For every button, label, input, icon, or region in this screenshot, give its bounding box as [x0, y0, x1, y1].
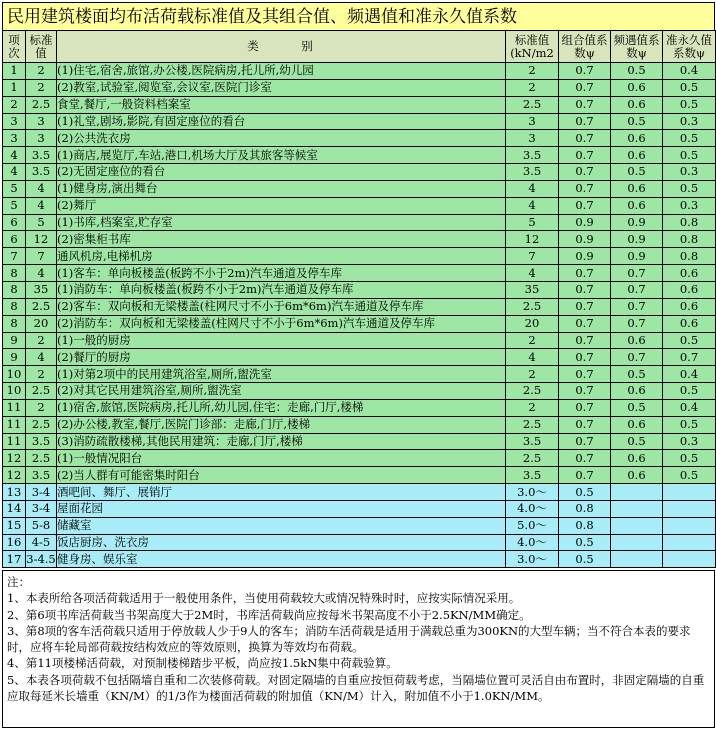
row-combo: 0.7	[559, 399, 611, 416]
row-no: 16	[3, 534, 26, 551]
row-category: (1)宿舍,旅馆,医院病房,托儿所,幼儿园,住宅：走廊,门厅,楼梯	[57, 399, 506, 416]
row-category: (3)消防疏散楼梯,其他民用建筑：走廊,门厅,楼梯	[57, 433, 506, 450]
row-perm: 0.3	[663, 433, 716, 450]
row-perm: 0.6	[663, 298, 716, 315]
row-category: (2)密集柜书库	[57, 231, 506, 248]
row-no: 5	[3, 197, 26, 214]
row-freq	[611, 534, 663, 551]
table-row	[3, 315, 716, 332]
row-combo: 0.7	[559, 113, 611, 130]
row-category: 酒吧间、舞厅、展销厅	[57, 484, 506, 501]
row-combo: 0.7	[559, 433, 611, 450]
header-perm: 准永久值系数ψ	[663, 31, 716, 63]
table-row	[3, 484, 716, 501]
row-value: 4	[506, 265, 559, 282]
notes-heading: 注：	[7, 575, 30, 589]
row-no: 13	[3, 484, 26, 501]
row-combo: 0.5	[559, 484, 611, 501]
row-category: (2)无固定座位的看台	[57, 164, 506, 181]
table-row	[3, 147, 716, 164]
row-combo: 0.7	[559, 130, 611, 147]
row-value: 20	[506, 315, 559, 332]
row-perm: 0.7	[663, 349, 716, 366]
row-value: 3.5	[506, 433, 559, 450]
row-perm: 0.4	[663, 366, 716, 383]
row-combo: 0.5	[559, 551, 611, 568]
row-std: 3	[26, 113, 57, 130]
row-category: (1)对第2项中的民用建筑浴室,厕所,盥洗室	[57, 366, 506, 383]
row-perm	[663, 484, 716, 501]
row-freq: 0.6	[611, 197, 663, 214]
row-std: 4-5	[26, 534, 57, 551]
note-item: 1、本表所给各项活荷载适用于一般使用条件，当使用荷载较大或情况特殊时时，应按实际情况采用。	[7, 591, 521, 606]
row-category: (1)一般的厨房	[57, 332, 506, 349]
row-value: 2.5	[506, 383, 559, 400]
row-perm	[663, 500, 716, 517]
row-std: 3-4	[26, 500, 57, 517]
row-no: 7	[3, 248, 26, 265]
row-no: 8	[3, 315, 26, 332]
table-row	[3, 450, 716, 467]
row-perm: 0.8	[663, 214, 716, 231]
row-category: 食堂,餐厅,一般资料档案室	[57, 96, 506, 113]
row-freq: 0.9	[611, 248, 663, 265]
row-value: 5.0～	[506, 517, 559, 534]
row-combo: 0.8	[559, 500, 611, 517]
row-category: (1)商店,展览厅,车站,港口,机场大厅及其旅客等候室	[57, 147, 506, 164]
row-freq: 0.5	[611, 433, 663, 450]
row-std: 2	[26, 366, 57, 383]
table-row	[3, 79, 716, 96]
header-category: 类 别	[57, 31, 506, 63]
header-std: 标准值	[26, 31, 57, 63]
row-no: 4	[3, 147, 26, 164]
row-perm	[663, 517, 716, 534]
row-value: 2.5	[506, 96, 559, 113]
row-no: 10	[3, 383, 26, 400]
row-perm: 0.6	[663, 265, 716, 282]
table-row	[3, 113, 716, 130]
row-perm: 0.6	[663, 281, 716, 298]
row-perm: 0.5	[663, 180, 716, 197]
row-value: 5	[506, 214, 559, 231]
row-std: 4	[26, 180, 57, 197]
row-value: 2.5	[506, 298, 559, 315]
row-std: 35	[26, 281, 57, 298]
row-freq: 0.6	[611, 79, 663, 96]
table-row	[3, 534, 716, 551]
table-row	[3, 197, 716, 214]
row-std: 3	[26, 130, 57, 147]
row-freq: 0.6	[611, 96, 663, 113]
row-combo: 0.5	[559, 534, 611, 551]
row-std: 2.5	[26, 416, 57, 433]
row-no: 8	[3, 281, 26, 298]
row-value: 2	[506, 79, 559, 96]
row-freq	[611, 517, 663, 534]
table-row	[3, 551, 716, 568]
row-combo: 0.7	[559, 315, 611, 332]
row-value: 2.5	[506, 450, 559, 467]
row-perm: 0.3	[663, 164, 716, 181]
row-freq: 0.5	[611, 164, 663, 181]
row-value: 3	[506, 113, 559, 130]
notes-section	[2, 570, 715, 728]
row-combo: 0.8	[559, 517, 611, 534]
row-std: 2.5	[26, 383, 57, 400]
row-freq: 0.6	[611, 332, 663, 349]
row-perm: 0.5	[663, 332, 716, 349]
row-category: (2)当人群有可能密集时阳台	[57, 467, 506, 484]
row-category: (1)住宅,宿舍,旅馆,办公楼,医院病房,托儿所,幼儿园	[57, 63, 506, 80]
row-perm	[663, 551, 716, 568]
table-row	[3, 517, 716, 534]
row-value: 3.0～	[506, 484, 559, 501]
table-row	[3, 96, 716, 113]
row-freq: 0.6	[611, 180, 663, 197]
row-category: 饭店厨房、洗衣房	[57, 534, 506, 551]
row-no: 2	[3, 96, 26, 113]
table-row	[3, 416, 716, 433]
table-row	[3, 180, 716, 197]
table-row	[3, 298, 716, 315]
row-value: 4	[506, 349, 559, 366]
row-perm: 0.4	[663, 63, 716, 80]
row-freq: 0.7	[611, 298, 663, 315]
row-value: 3	[506, 130, 559, 147]
row-value: 4.0～	[506, 534, 559, 551]
row-combo: 0.7	[559, 366, 611, 383]
row-category: (1)书库,档案室,贮存室	[57, 214, 506, 231]
row-category: (2)消防车：双向板和无梁楼盖(柱网尺寸不小于6m*6m)汽车通道及停车库	[57, 315, 506, 332]
row-combo: 0.7	[559, 147, 611, 164]
row-no: 9	[3, 332, 26, 349]
row-no: 6	[3, 214, 26, 231]
row-combo: 0.7	[559, 281, 611, 298]
row-no: 8	[3, 265, 26, 282]
row-value: 2	[506, 63, 559, 80]
row-category: (1)一般情况阳台	[57, 450, 506, 467]
row-value: 2	[506, 332, 559, 349]
row-std: 12	[26, 231, 57, 248]
row-freq: 0.6	[611, 416, 663, 433]
row-freq: 0.6	[611, 147, 663, 164]
row-combo: 0.7	[559, 298, 611, 315]
note-item: 4、第11项楼梯活荷载，对预制楼梯踏步平板，尚应按1.5kN集中荷载验算。	[7, 656, 398, 671]
table-row	[3, 130, 716, 147]
row-perm: 0.5	[663, 450, 716, 467]
row-category: 通风机房,电梯机房	[57, 248, 506, 265]
row-freq: 0.9	[611, 231, 663, 248]
row-std: 2.5	[26, 96, 57, 113]
row-value: 4	[506, 180, 559, 197]
row-perm: 0.5	[663, 467, 716, 484]
row-no: 10	[3, 366, 26, 383]
row-combo: 0.7	[559, 63, 611, 80]
row-no: 15	[3, 517, 26, 534]
table-row	[3, 399, 716, 416]
row-value: 4	[506, 197, 559, 214]
table-row	[3, 383, 716, 400]
row-no: 1	[3, 63, 26, 80]
row-std: 3.5	[26, 164, 57, 181]
table-row	[3, 500, 716, 517]
row-no: 3	[3, 113, 26, 130]
row-std: 3.5	[26, 467, 57, 484]
table-row	[3, 231, 716, 248]
note-item: 3、第8项的客车活荷载只适用于停放载人少于9人的客车；消防车活荷载是适用于满载总重为300KN的大型车辆；当不符合本表的要求时，应将车轮局部荷载按结构效应的等效原则，换算为等效均布荷载。	[7, 623, 691, 655]
row-combo: 0.7	[559, 164, 611, 181]
row-freq: 0.6	[611, 383, 663, 400]
row-value: 3.0～	[506, 551, 559, 568]
row-category: (2)餐厅的厨房	[57, 349, 506, 366]
row-std: 20	[26, 315, 57, 332]
row-freq	[611, 500, 663, 517]
row-category: (1)客车：单向板楼盖(板跨不小于2m)汽车通道及停车库	[57, 265, 506, 282]
header-combo: 组合值系数ψ	[559, 31, 611, 63]
row-no: 11	[3, 433, 26, 450]
note-item: 2、第6项书库活荷载当书架高度大于2M时，书库活荷载尚应按每米书架高度不小于2.5KN/MM确定。	[7, 607, 531, 622]
row-std: 5	[26, 214, 57, 231]
row-value: 12	[506, 231, 559, 248]
row-std: 2.5	[26, 298, 57, 315]
row-no: 11	[3, 416, 26, 433]
table-row	[3, 63, 716, 80]
row-no: 14	[3, 500, 26, 517]
row-perm: 0.6	[663, 315, 716, 332]
row-combo: 0.7	[559, 349, 611, 366]
row-value: 3.5	[506, 467, 559, 484]
row-freq	[611, 551, 663, 568]
row-no: 12	[3, 467, 26, 484]
row-freq: 0.5	[611, 366, 663, 383]
table-row	[3, 281, 716, 298]
row-freq: 0.9	[611, 214, 663, 231]
row-perm: 0.5	[663, 130, 716, 147]
row-combo: 0.7	[559, 450, 611, 467]
table-row	[3, 433, 716, 450]
table-row	[3, 467, 716, 484]
row-category: (2)公共洗衣房	[57, 130, 506, 147]
row-perm: 0.8	[663, 231, 716, 248]
row-no: 3	[3, 130, 26, 147]
header-value: 标准值(kN/m2	[506, 31, 559, 63]
table-row	[3, 214, 716, 231]
row-value: 2.5	[506, 416, 559, 433]
row-std: 7	[26, 248, 57, 265]
row-combo: 0.7	[559, 467, 611, 484]
row-std: 3.5	[26, 433, 57, 450]
table-row	[3, 265, 716, 282]
row-std: 2	[26, 63, 57, 80]
row-freq: 0.7	[611, 349, 663, 366]
row-std: 3.5	[26, 147, 57, 164]
row-perm: 0.4	[663, 399, 716, 416]
row-perm: 0.3	[663, 197, 716, 214]
row-std: 3-4.5	[26, 551, 56, 566]
header-freq: 频遇值系数ψ	[611, 31, 663, 63]
row-freq: 0.6	[611, 450, 663, 467]
row-perm: 0.5	[663, 96, 716, 113]
row-no: 4	[3, 164, 26, 181]
row-combo: 0.7	[559, 416, 611, 433]
table-row	[3, 366, 716, 383]
table-row	[3, 332, 716, 349]
row-category: (2)教室,试验室,阅览室,会议室,医院门诊室	[57, 79, 506, 96]
row-category: (2)办公楼,教室,餐厅,医院门诊部：走廊,门厅,楼梯	[57, 416, 506, 433]
table-body	[3, 63, 716, 568]
row-std: 2	[26, 79, 57, 96]
row-category: 健身房、娱乐室	[57, 551, 506, 568]
row-combo: 0.7	[559, 332, 611, 349]
row-combo: 0.9	[559, 214, 611, 231]
row-category: (1)健身房,演出舞台	[57, 180, 506, 197]
row-no: 11	[3, 399, 26, 416]
row-std: 4	[26, 265, 57, 282]
row-perm: 0.8	[663, 248, 716, 265]
row-freq: 0.5	[611, 113, 663, 130]
row-std: 2	[26, 399, 57, 416]
row-value: 35	[506, 281, 559, 298]
row-freq	[611, 484, 663, 501]
row-combo: 0.7	[559, 383, 611, 400]
row-std: 3-4	[26, 484, 57, 501]
load-table	[2, 30, 716, 568]
note-item: 5、本表各项荷载不包括隔墙自重和二次装修荷载。对固定隔墙的自重应按恒荷载考虑，当隔墙位置可灵活自由布置时，非固定隔墙的自重应取每延米长墙重（KN/M）的1/3作为楼面活荷载的附加值（KN/M）计入，附加值不小于1.0KN/MM。	[7, 672, 705, 704]
row-value: 4.0～	[506, 500, 559, 517]
row-std: 4	[26, 349, 57, 366]
row-category: (1)礼堂,剧场,影院,有固定座位的看台	[57, 113, 506, 130]
row-combo: 0.7	[559, 96, 611, 113]
row-combo: 0.7	[559, 79, 611, 96]
row-category: (1)消防车：单向板楼盖(板跨不小于2m)汽车通道及停车库	[57, 281, 506, 298]
row-no: 12	[3, 450, 26, 467]
row-value: 3.5	[506, 164, 559, 181]
row-combo: 0.7	[559, 265, 611, 282]
row-combo: 0.7	[559, 180, 611, 197]
row-freq: 0.6	[611, 467, 663, 484]
row-combo: 0.7	[559, 197, 611, 214]
row-perm: 0.5	[663, 383, 716, 400]
row-value: 2	[506, 366, 559, 383]
row-no: 6	[3, 231, 26, 248]
row-perm: 0.5	[663, 147, 716, 164]
row-value: 7	[506, 248, 559, 265]
row-value: 2	[506, 399, 559, 416]
row-freq: 0.7	[611, 315, 663, 332]
row-no: 17	[3, 551, 26, 568]
row-freq: 0.7	[611, 265, 663, 282]
row-combo: 0.9	[559, 248, 611, 265]
row-perm: 0.3	[663, 113, 716, 130]
row-std: 5-8	[26, 517, 57, 534]
row-std: 2.5	[26, 450, 57, 467]
row-category: (2)舞厅	[57, 197, 506, 214]
row-perm	[663, 534, 716, 551]
row-perm: 0.5	[663, 79, 716, 96]
row-no: 9	[3, 349, 26, 366]
row-no: 5	[3, 180, 26, 197]
row-value: 3.5	[506, 147, 559, 164]
row-combo: 0.9	[559, 231, 611, 248]
row-no: 8	[3, 298, 26, 315]
row-freq: 0.5	[611, 399, 663, 416]
row-freq: 0.6	[611, 130, 663, 147]
row-perm: 0.5	[663, 416, 716, 433]
table-row	[3, 164, 716, 181]
row-freq: 0.5	[611, 63, 663, 80]
table-title: 民用建筑楼面均布活荷载标准值及其组合值、频遇值和准永久值系数	[2, 2, 715, 30]
row-std: 2	[26, 332, 57, 349]
header-no: 项次	[3, 31, 26, 63]
row-std: 4	[26, 197, 57, 214]
row-category: (2)客车：双向板和无梁楼盖(柱网尺寸不小于6m*6m)汽车通道及停车库	[57, 298, 506, 315]
table-row	[3, 349, 716, 366]
row-category: 屋面花园	[57, 500, 506, 517]
row-no: 1	[3, 79, 26, 96]
row-freq: 0.7	[611, 281, 663, 298]
table-row	[3, 248, 716, 265]
row-category: 储藏室	[57, 517, 506, 534]
row-category: (2)对其它民用建筑浴室,厕所,盥洗室	[57, 383, 506, 400]
